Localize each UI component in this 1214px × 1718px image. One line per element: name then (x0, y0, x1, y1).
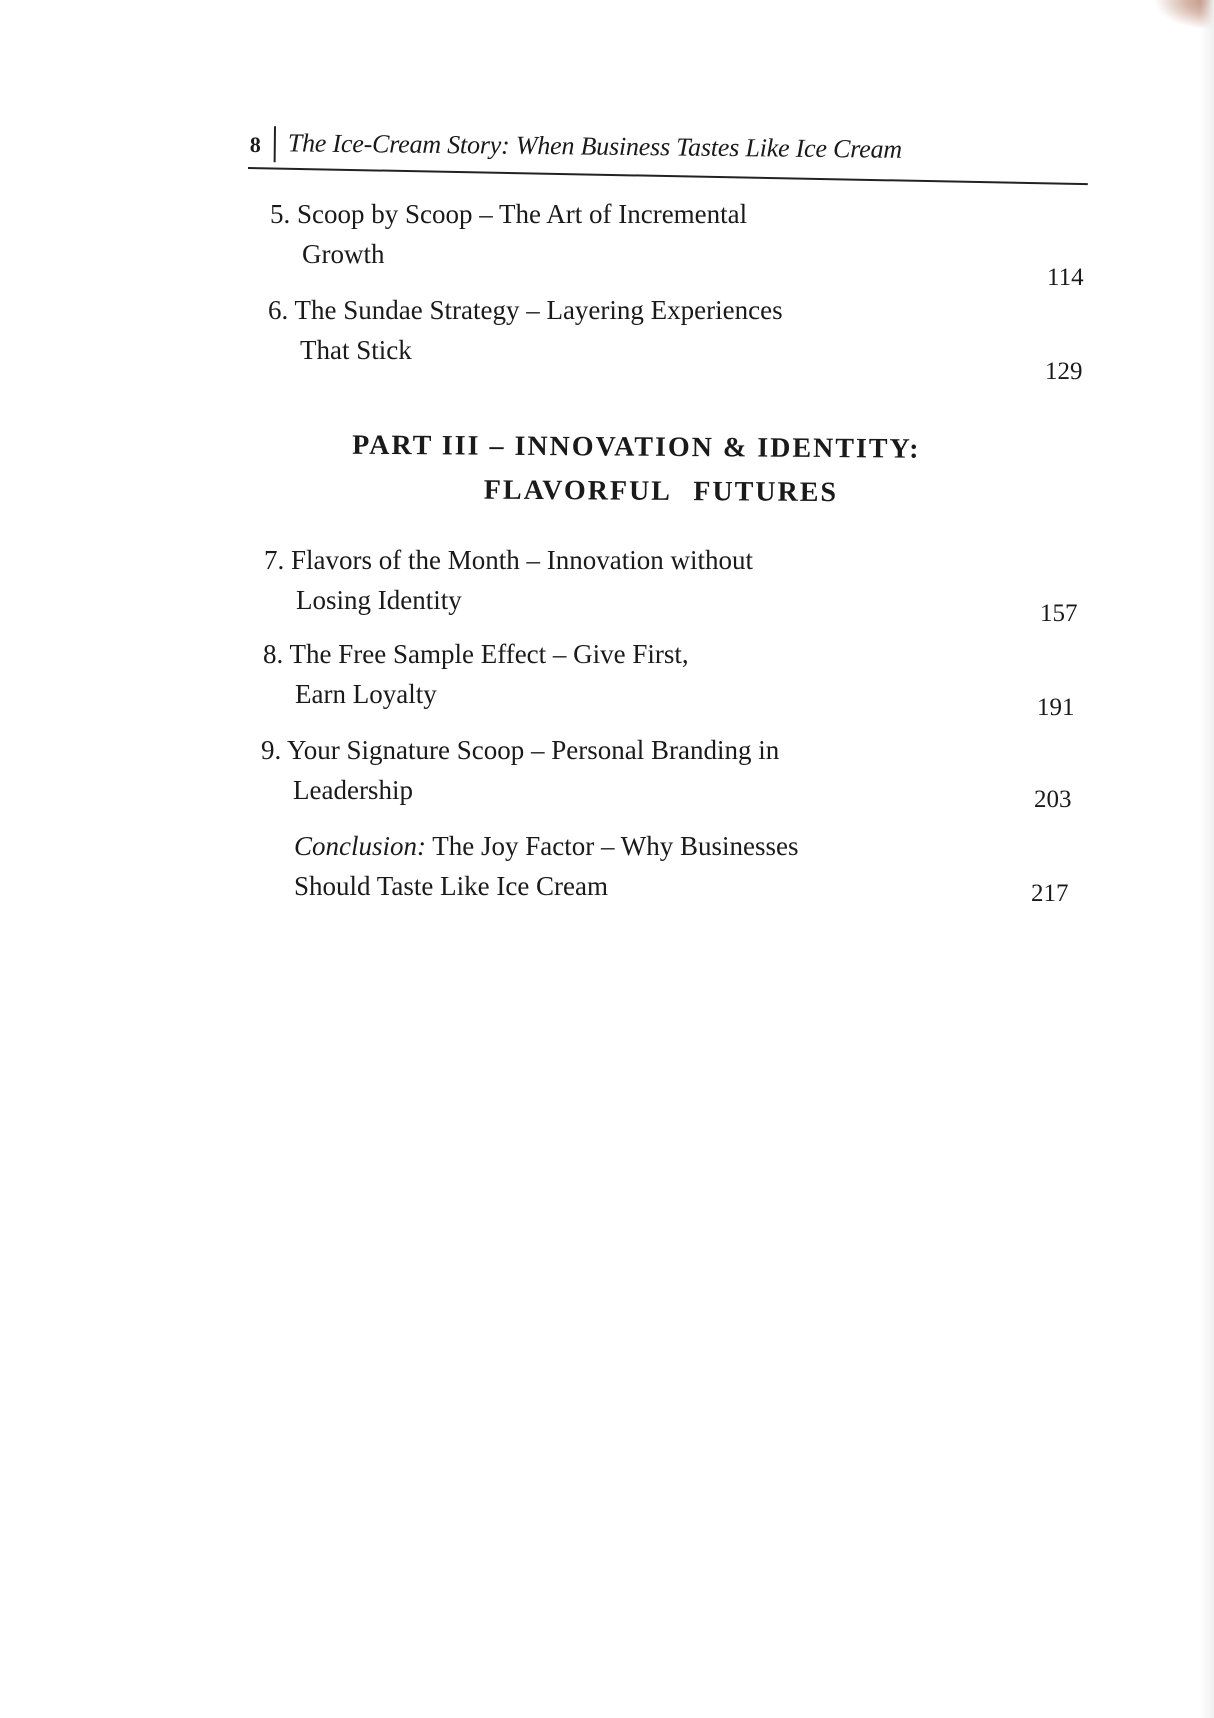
toc-entry-title-line2: That Stick (300, 335, 412, 365)
toc-entry-title-line1: 6. The Sundae Strategy – Layering Experiences (268, 295, 783, 325)
toc-conclusion-title: The Joy Factor – Why Businesses (426, 831, 799, 861)
part-heading (352, 424, 1013, 517)
part-heading-line1: PART III – INNOVATION & IDENTITY: (352, 429, 921, 465)
toc-page-number: 129 (1045, 358, 1083, 385)
toc-entry-title-line1: 9. Your Signature Scoop – Personal Branding in (261, 735, 780, 765)
toc-entry-title-line2: Growth (302, 239, 385, 269)
toc-entry-title-line2: Earn Loyalty (295, 679, 437, 709)
toc-entry-title-line1: 5. Scoop by Scoop – The Art of Incremental (270, 199, 748, 229)
part-heading-line2: FLAVORFUL FUTURES (483, 474, 839, 509)
toc-page-number: 114 (1047, 264, 1084, 291)
toc-page-number: 191 (1037, 694, 1075, 721)
toc-conclusion (294, 826, 798, 906)
running-title: The Ice-Cream Story: When Business Tastes Like Ice Cream (287, 128, 903, 164)
toc-entry (264, 540, 753, 620)
toc-entry-title-line2: Losing Identity (296, 585, 462, 615)
toc-entry (263, 634, 689, 714)
toc-entry (261, 730, 779, 810)
page-edge-shadow (1200, 0, 1214, 1718)
toc-entry-title-line1: 8. The Free Sample Effect – Give First, (263, 639, 689, 669)
page-number: 8 (249, 131, 261, 158)
header-divider (274, 126, 276, 162)
toc-page-number: 157 (1040, 600, 1078, 627)
toc-entry-title-line2: Leadership (293, 775, 413, 805)
toc-conclusion-line2: Should Taste Like Ice Cream (294, 871, 609, 901)
toc-page-number: 217 (1031, 880, 1069, 907)
toc-entry (268, 290, 783, 370)
conclusion-label: Conclusion: (294, 831, 426, 861)
toc-page-number: 203 (1034, 786, 1072, 813)
toc-entry-title-line1: 7. Flavors of the Month – Innovation without (264, 545, 753, 575)
toc-entry (270, 194, 747, 274)
toc-conclusion-line1 (294, 831, 798, 861)
